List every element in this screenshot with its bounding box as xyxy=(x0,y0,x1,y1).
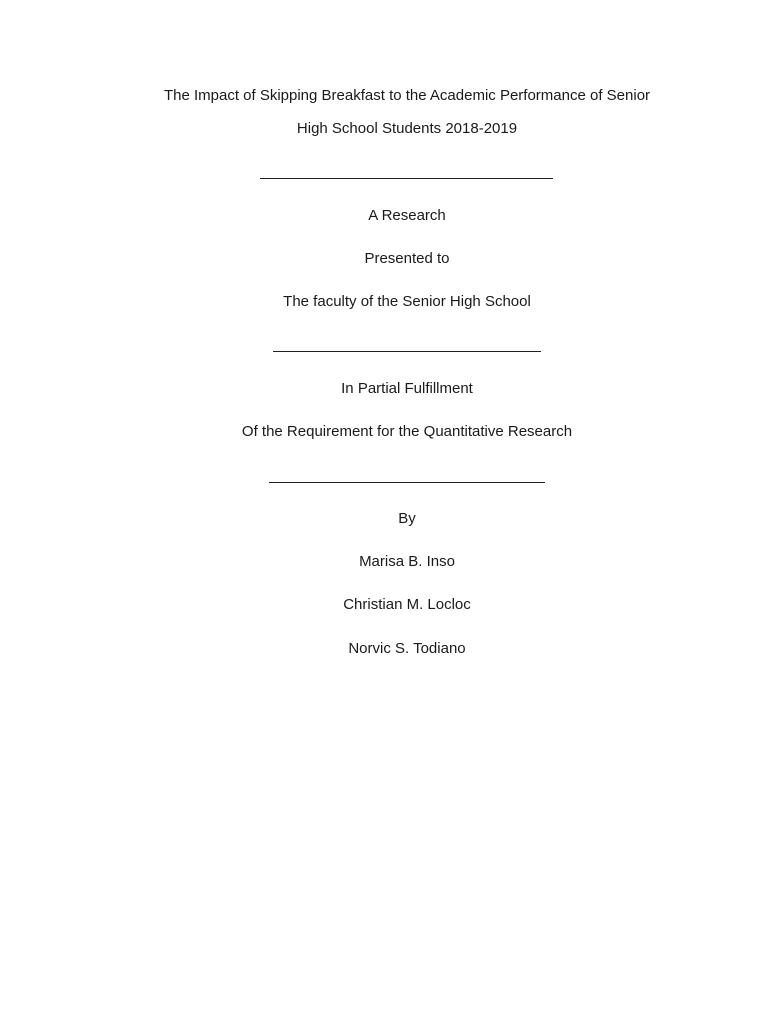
divider-rule-2 xyxy=(273,351,541,352)
author-name: Christian M. Locloc xyxy=(343,596,471,613)
by-label: By xyxy=(398,510,416,527)
requirement-label: Of the Requirement for the Quantitative Research xyxy=(241,423,573,440)
faculty-label: The faculty of the Senior High School xyxy=(283,293,531,310)
author-name: Norvic S. Todiano xyxy=(348,640,466,657)
title-line-2: High School Students 2018-2019 xyxy=(296,120,518,137)
title-line-1: The Impact of Skipping Breakfast to the Academic Performance of Senior xyxy=(163,87,651,104)
divider-rule-3 xyxy=(269,482,545,483)
divider-rule-1 xyxy=(260,178,553,179)
partial-fulfillment-label: In Partial Fulfillment xyxy=(341,380,473,397)
presented-to-label: Presented to xyxy=(364,250,450,267)
research-label: A Research xyxy=(368,207,446,224)
author-name: Marisa B. Inso xyxy=(359,553,455,570)
